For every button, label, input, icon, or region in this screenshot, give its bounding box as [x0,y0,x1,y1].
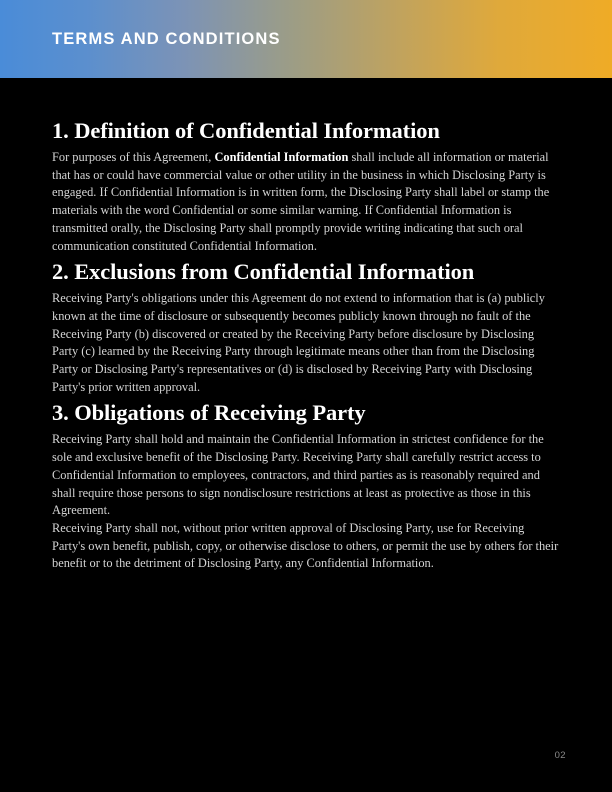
section-3-paragraph-2: Receiving Party shall not, without prior written approval of Disclosing Party, use for Receiving Party's own benefit, publish, copy, or otherwise disclose to others, or permit the use by others for their benefit or to the detriment of Disclosing Party, any Confidential Information. [52,520,559,571]
section-3 [52,400,560,573]
section-3-heading: 3. Obligations of Receiving Party [52,400,366,426]
confidential-information-emphasis: Confidential Information [214,150,349,164]
section-1-paragraph-1 [52,149,560,255]
page-header-band [0,0,612,78]
section-1-heading: 1. Definition of Confidential Information [52,118,440,143]
section-3-paragraph-1: Receiving Party shall hold and maintain the Confidential Information in strictest confidence for the sole and exclusive benefit of the Disclosing Party. Receiving Party shall carefully restrict access to Confidential Information to employees, contractors, and third parties as is reasonably required and shall require those persons to sign nondisclosure restrictions at least as protective as those in this Agreement. [52,432,544,518]
page-title: TERMS AND CONDITIONS [52,30,281,48]
section-2-heading: 2. Exclusions from Confidential Information [52,259,475,285]
paragraph-lead-text: For purposes of this Agreement, [52,150,215,164]
section-1 [52,118,560,255]
section-2 [52,259,560,396]
section-2-paragraph-1: Receiving Party's obligations under this Agreement do not extend to information that is (a) publicly known at the time of disclosure or subsequently becomes publicly known through no fault of the Receiving Party (b) discovered or created by the Receiving Party before disclosure by Disclosing Party (c) learned by the Receiving Party through legitimate means other than from the Disclosing Party or Disclosing Party's representatives or (d) is disclosed by Receiving Party with Disclosing Party's prior written approval. [52,291,545,394]
paragraph-rest-text: shall include all information or material that has or could have commercial value or other utility in the business in which Disclosing Party is engaged. If Confidential Information is in written form, the Disclosing Party shall label or stamp the materials with the word Confidential or some similar warning. If Confidential Information is transmitted orally, the Disclosing Party shall promptly provide writing indicating that such oral communication constituted Confidential Information. [52,150,550,253]
document-content [52,118,560,573]
page-number: 02 [554,750,566,761]
